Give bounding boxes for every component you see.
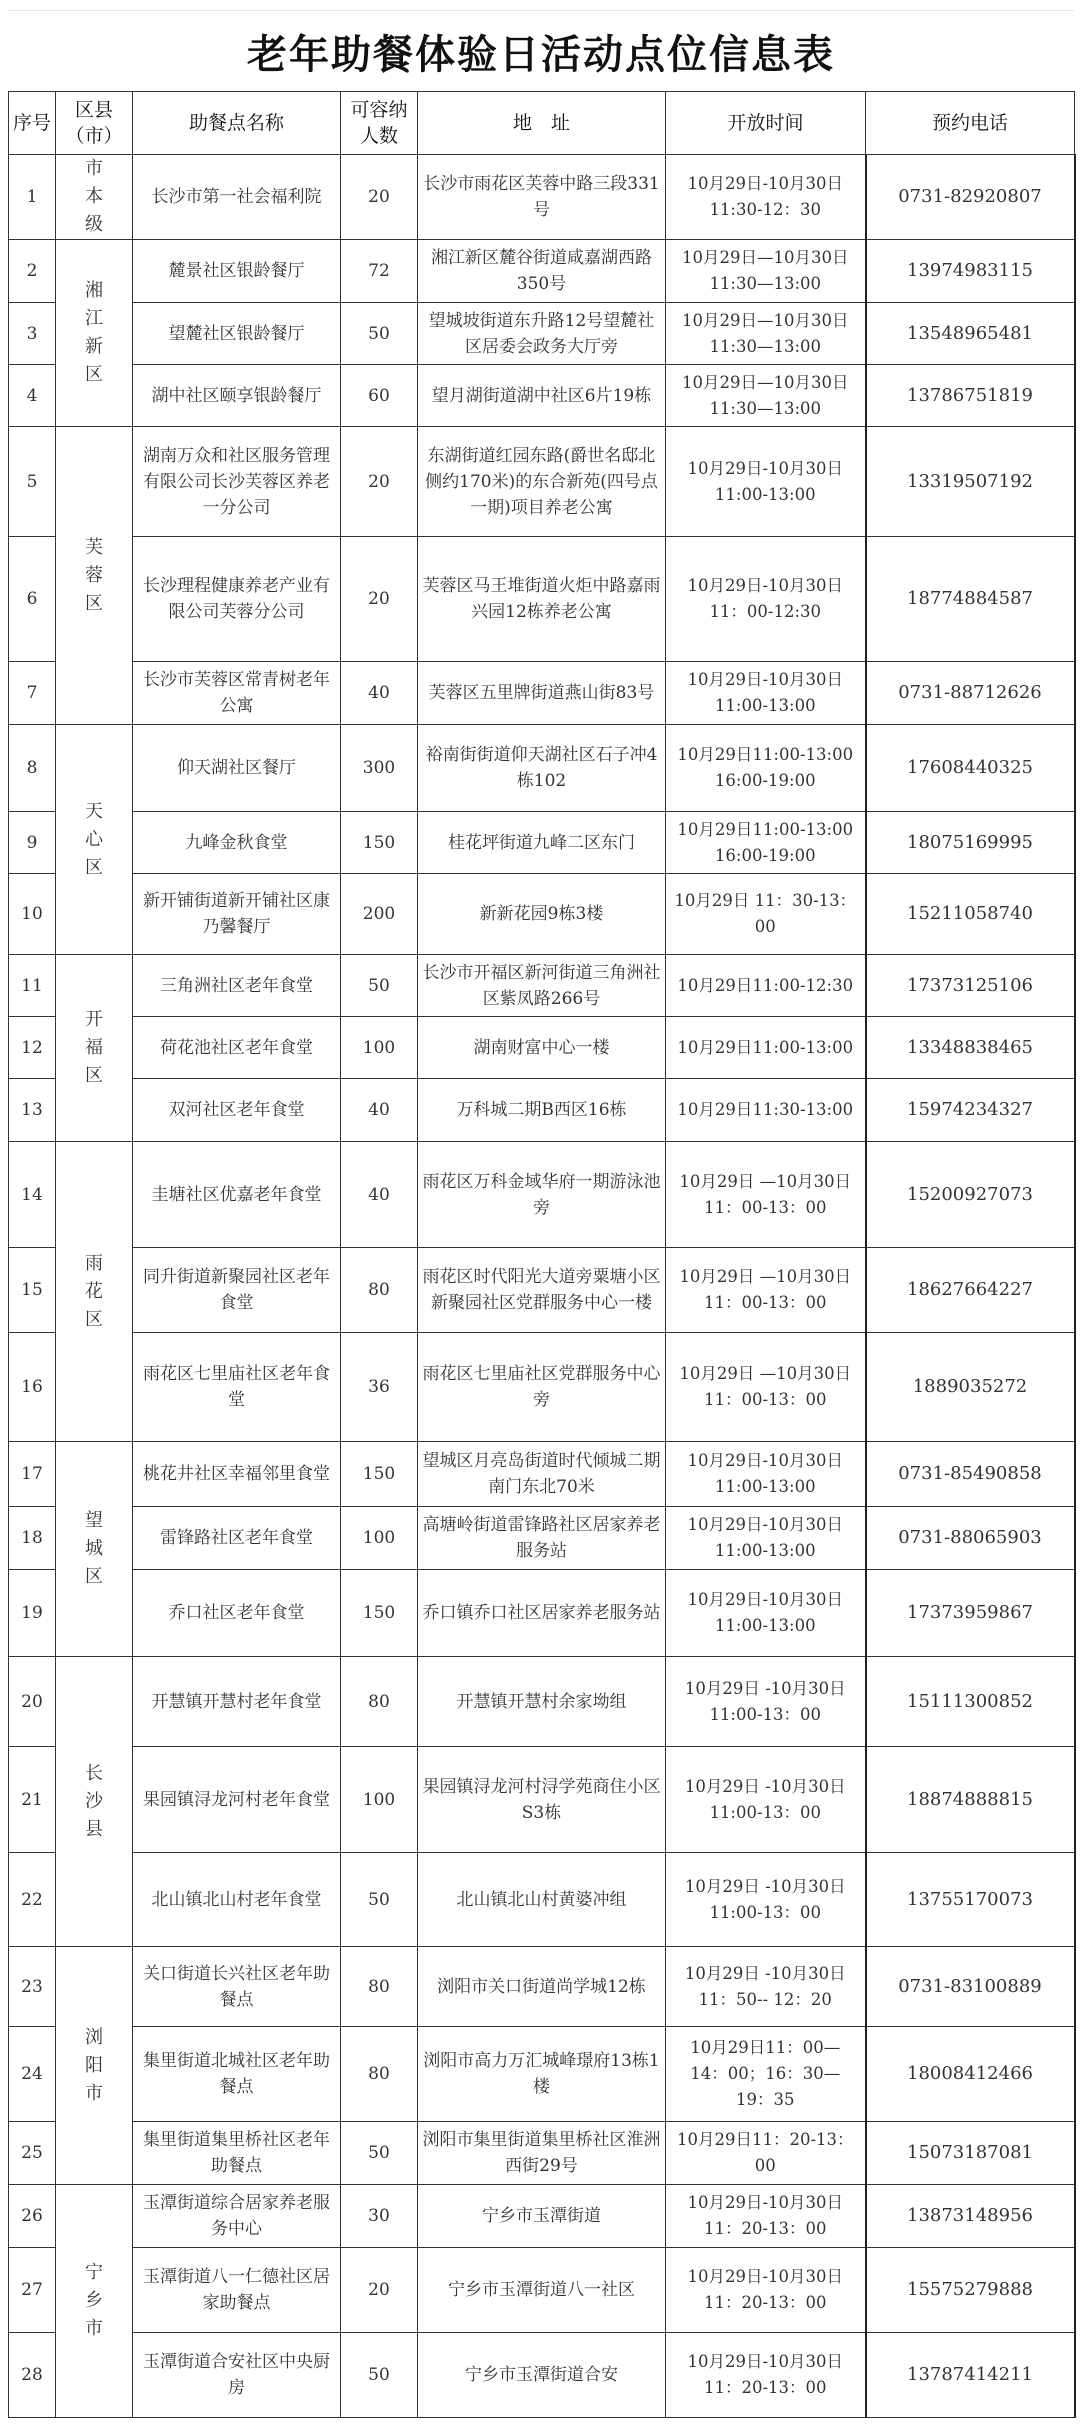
page-title: 老年助餐体验日活动点位信息表 [247, 31, 835, 78]
table-row [9, 1442, 1075, 1507]
opening-hours: 10月29日11:00-13:00 16:00-19:00 [666, 812, 866, 874]
booking-phone[interactable]: 17373959867 [866, 1570, 1075, 1657]
district-label: 长沙县 [85, 1762, 103, 1840]
capacity: 20 [341, 427, 418, 537]
district-cell [56, 1657, 133, 1947]
opening-hours: 10月29日11:30-13:00 [666, 1079, 866, 1142]
opening-hours: 10月29日-10月30日 11:00-13:00 [666, 1570, 866, 1657]
row-index: 22 [9, 1853, 56, 1947]
booking-phone[interactable]: 15974234327 [866, 1079, 1075, 1142]
address: 雨花区七里庙社区党群服务中心旁 [418, 1333, 666, 1442]
site-name: 望麓社区银龄餐厅 [133, 303, 341, 365]
table-row [9, 2027, 1075, 2122]
opening-hours: 10月29日 —10月30日 11：00-13：00 [666, 1142, 866, 1248]
opening-hours: 10月29日—10月30日 11:30—13:00 [666, 240, 866, 303]
capacity: 300 [341, 725, 418, 812]
opening-hours: 10月29日 11：30-13：00 [666, 874, 866, 955]
opening-hours: 10月29日-10月30日 11：20-13：00 [666, 2185, 866, 2248]
address: 芙蓉区五里牌街道燕山街83号 [418, 662, 666, 725]
site-name: 果园镇浔龙河村老年食堂 [133, 1747, 341, 1853]
district-cell [56, 955, 133, 1142]
info-sheet [8, 10, 1074, 2418]
table-row [9, 812, 1075, 874]
row-index: 19 [9, 1570, 56, 1657]
capacity: 150 [341, 1570, 418, 1657]
table-row [9, 1017, 1075, 1079]
district-label: 雨花区 [85, 1252, 103, 1330]
opening-hours: 10月29日-10月30日 11：00-12:30 [666, 537, 866, 662]
address: 果园镇浔龙河村浔学苑商住小区S3栋 [418, 1747, 666, 1853]
district-label: 芙蓉区 [85, 536, 103, 614]
row-index: 11 [9, 955, 56, 1017]
row-index: 15 [9, 1248, 56, 1333]
address: 新新花园9栋3楼 [418, 874, 666, 955]
booking-phone[interactable]: 17373125106 [866, 955, 1075, 1017]
table-row [9, 2185, 1075, 2248]
address: 北山镇北山村黄婆冲组 [418, 1853, 666, 1947]
address: 浏阳市高力万汇城峰璟府13栋1楼 [418, 2027, 666, 2122]
site-name: 集里街道集里桥社区老年助餐点 [133, 2122, 341, 2185]
capacity: 200 [341, 874, 418, 955]
table-row [9, 1947, 1075, 2027]
site-name: 荷花池社区老年食堂 [133, 1017, 341, 1079]
address: 宁乡市玉潭街道八一社区 [418, 2248, 666, 2333]
capacity: 30 [341, 2185, 418, 2248]
row-index: 6 [9, 537, 56, 662]
site-name: 开慧镇开慧村老年食堂 [133, 1657, 341, 1747]
capacity: 80 [341, 1657, 418, 1747]
district-cell [56, 1142, 133, 1442]
capacity: 100 [341, 1507, 418, 1570]
address: 宁乡市玉潭街道合安 [418, 2333, 666, 2418]
opening-hours: 10月29日-10月30日 11:00-13:00 [666, 1507, 866, 1570]
booking-phone[interactable]: 13348838465 [866, 1017, 1075, 1079]
site-name: 湖中社区颐享银龄餐厅 [133, 365, 341, 427]
header-hours: 开放时间 [666, 92, 866, 155]
site-name: 新开铺街道新开铺社区康乃馨餐厅 [133, 874, 341, 955]
capacity: 50 [341, 303, 418, 365]
table-row [9, 303, 1075, 365]
booking-phone[interactable]: 18008412466 [866, 2027, 1075, 2122]
table-row [9, 240, 1075, 303]
site-name: 三角洲社区老年食堂 [133, 955, 341, 1017]
site-name: 玉潭街道合安社区中央厨房 [133, 2333, 341, 2418]
row-index: 5 [9, 427, 56, 537]
title-box [8, 10, 1074, 91]
address: 裕南街街道仰天湖社区石子冲4栋102 [418, 725, 666, 812]
opening-hours: 10月29日-10月30日 11:30-12：30 [666, 155, 866, 240]
address: 长沙市开福区新河街道三角洲社区紫凤路266号 [418, 955, 666, 1017]
opening-hours: 10月29日11：00— 14：00；16：30— 19：35 [666, 2027, 866, 2122]
booking-phone[interactable]: 13548965481 [866, 303, 1075, 365]
row-index: 1 [9, 155, 56, 240]
booking-phone[interactable]: 0731-85490858 [866, 1442, 1075, 1507]
row-index: 9 [9, 812, 56, 874]
header-address: 地 址 [418, 92, 666, 155]
district-label: 湘江新区 [85, 280, 103, 385]
site-name: 长沙市第一社会福利院 [133, 155, 341, 240]
site-name: 玉潭街道综合居家养老服务中心 [133, 2185, 341, 2248]
row-index: 7 [9, 662, 56, 725]
header-row [9, 92, 1075, 155]
row-index: 20 [9, 1657, 56, 1747]
address: 湖南财富中心一楼 [418, 1017, 666, 1079]
capacity: 60 [341, 365, 418, 427]
header-name: 助餐点名称 [133, 92, 341, 155]
booking-phone[interactable]: 15575279888 [866, 2248, 1075, 2333]
header-capacity: 可容纳人数 [341, 92, 418, 155]
capacity: 80 [341, 1248, 418, 1333]
district-cell [56, 2185, 133, 2418]
opening-hours: 10月29日11：20-13：00 [666, 2122, 866, 2185]
site-name: 集里街道北城社区老年助餐点 [133, 2027, 341, 2122]
district-label: 望城区 [85, 1510, 103, 1587]
site-name: 雨花区七里庙社区老年食堂 [133, 1333, 341, 1442]
site-name: 长沙市芙蓉区常青树老年公寓 [133, 662, 341, 725]
opening-hours: 10月29日11:00-13:00 [666, 1017, 866, 1079]
address: 浏阳市集里街道集里桥社区淮洲西街29号 [418, 2122, 666, 2185]
district-cell [56, 1442, 133, 1657]
opening-hours: 10月29日-10月30日 11:00-13:00 [666, 662, 866, 725]
opening-hours: 10月29日 —10月30日 11：00-13：00 [666, 1333, 866, 1442]
capacity: 20 [341, 155, 418, 240]
capacity: 50 [341, 1853, 418, 1947]
header-index: 序号 [9, 92, 56, 155]
row-index: 13 [9, 1079, 56, 1142]
row-index: 23 [9, 1947, 56, 2027]
row-index: 17 [9, 1442, 56, 1507]
opening-hours: 10月29日11:00-13:00 16:00-19:00 [666, 725, 866, 812]
site-name: 麓景社区银龄餐厅 [133, 240, 341, 303]
table-row [9, 1657, 1075, 1747]
booking-phone[interactable]: 0731-88065903 [866, 1507, 1075, 1570]
row-index: 8 [9, 725, 56, 812]
booking-phone[interactable]: 13787414211 [866, 2333, 1075, 2418]
row-index: 24 [9, 2027, 56, 2122]
booking-phone[interactable]: 0731-82920807 [866, 155, 1075, 240]
table-row [9, 955, 1075, 1017]
row-index: 12 [9, 1017, 56, 1079]
opening-hours: 10月29日-10月30日 11:00-13:00 [666, 1442, 866, 1507]
row-index: 26 [9, 2185, 56, 2248]
row-index: 16 [9, 1333, 56, 1442]
capacity: 80 [341, 1947, 418, 2027]
site-name: 仰天湖社区餐厅 [133, 725, 341, 812]
address: 宁乡市玉潭街道 [418, 2185, 666, 2248]
booking-phone[interactable]: 13786751819 [866, 365, 1075, 427]
opening-hours: 10月29日 —10月30日 11：00-13：00 [666, 1248, 866, 1333]
district-cell [56, 155, 133, 240]
table-row [9, 1570, 1075, 1657]
site-name: 湖南万众和社区服务管理有限公司长沙芙蓉区养老一分公司 [133, 427, 341, 537]
address: 东湖街道红园东路(爵世名邸北侧约170米)的东合新苑(四号点一期)项目养老公寓 [418, 427, 666, 537]
district-label: 市本级 [85, 158, 103, 235]
site-name: 北山镇北山村老年食堂 [133, 1853, 341, 1947]
table-row [9, 874, 1075, 955]
district-cell [56, 427, 133, 725]
table-row [9, 2333, 1075, 2418]
table-row [9, 1333, 1075, 1442]
capacity: 36 [341, 1333, 418, 1442]
capacity: 150 [341, 812, 418, 874]
booking-phone[interactable]: 13755170073 [866, 1853, 1075, 1947]
site-name: 乔口社区老年食堂 [133, 1570, 341, 1657]
row-index: 28 [9, 2333, 56, 2418]
capacity: 50 [341, 2122, 418, 2185]
opening-hours: 10月29日 -10月30日11：50-- 12：20 [666, 1947, 866, 2027]
capacity: 40 [341, 662, 418, 725]
district-cell [56, 725, 133, 955]
booking-phone[interactable]: 13873148956 [866, 2185, 1075, 2248]
table-row [9, 1507, 1075, 1570]
table-row [9, 155, 1075, 240]
capacity: 72 [341, 240, 418, 303]
capacity: 20 [341, 537, 418, 662]
table-body [9, 155, 1075, 2418]
site-name: 玉潭街道八一仁德社区居家助餐点 [133, 2248, 341, 2333]
site-name: 双河社区老年食堂 [133, 1079, 341, 1142]
site-name: 雷锋路社区老年食堂 [133, 1507, 341, 1570]
capacity: 20 [341, 2248, 418, 2333]
table-row [9, 1747, 1075, 1853]
row-index: 3 [9, 303, 56, 365]
capacity: 50 [341, 2333, 418, 2418]
address: 浏阳市关口街道尚学城12栋 [418, 1947, 666, 2027]
booking-phone[interactable]: 18075169995 [866, 812, 1075, 874]
opening-hours: 10月29日-10月30日 11：20-13：00 [666, 2248, 866, 2333]
booking-phone[interactable]: 18874888815 [866, 1747, 1075, 1853]
district-label: 宁乡市 [85, 2262, 103, 2339]
capacity: 40 [341, 1142, 418, 1248]
opening-hours: 10月29日 -10月30日 11:00-13：00 [666, 1657, 866, 1747]
site-name: 关口街道长兴社区老年助餐点 [133, 1947, 341, 2027]
booking-phone[interactable]: 18627664227 [866, 1248, 1075, 1333]
table-row [9, 365, 1075, 427]
header-phone: 预约电话 [866, 92, 1075, 155]
address: 桂花坪街道九峰二区东门 [418, 812, 666, 874]
booking-phone[interactable]: 15111300852 [866, 1657, 1075, 1747]
address: 雨花区万科金域华府一期游泳池旁 [418, 1142, 666, 1248]
row-index: 18 [9, 1507, 56, 1570]
booking-phone[interactable]: 1889035272 [866, 1333, 1075, 1442]
address: 望月湖街道湖中社区6片19栋 [418, 365, 666, 427]
row-index: 2 [9, 240, 56, 303]
address: 望城坡街道东升路12号望麓社区居委会政务大厅旁 [418, 303, 666, 365]
booking-phone[interactable]: 13974983115 [866, 240, 1075, 303]
capacity: 100 [341, 1017, 418, 1079]
capacity: 50 [341, 955, 418, 1017]
table-row [9, 2122, 1075, 2185]
table-row [9, 537, 1075, 662]
district-label: 浏阳市 [85, 2026, 103, 2104]
district-label: 开福区 [85, 1009, 103, 1086]
address: 高塘岭街道雷锋路社区居家养老服务站 [418, 1507, 666, 1570]
row-index: 21 [9, 1747, 56, 1853]
site-name: 长沙理程健康养老产业有限公司芙蓉分公司 [133, 537, 341, 662]
address: 长沙市雨花区芙蓉中路三段331号 [418, 155, 666, 240]
opening-hours: 10月29日—10月30日 11:30—13:00 [666, 365, 866, 427]
address: 望城区月亮岛街道时代倾城二期南门东北70米 [418, 1442, 666, 1507]
capacity: 80 [341, 2027, 418, 2122]
row-index: 4 [9, 365, 56, 427]
capacity: 100 [341, 1747, 418, 1853]
site-name: 圭塘社区优嘉老年食堂 [133, 1142, 341, 1248]
opening-hours: 10月29日—10月30日 11:30—13:00 [666, 303, 866, 365]
table-row [9, 1142, 1075, 1248]
booking-phone[interactable]: 15211058740 [866, 874, 1075, 955]
address: 开慧镇开慧村余家坳组 [418, 1657, 666, 1747]
address: 万科城二期B西区16栋 [418, 1079, 666, 1142]
address: 雨花区时代阳光大道旁粟塘小区新聚园社区党群服务中心一楼 [418, 1248, 666, 1333]
booking-phone[interactable]: 0731-88712626 [866, 662, 1075, 725]
table-row [9, 427, 1075, 537]
table-row [9, 662, 1075, 725]
address: 湘江新区麓谷街道咸嘉湖西路350号 [418, 240, 666, 303]
booking-phone[interactable]: 15073187081 [866, 2122, 1075, 2185]
address: 乔口镇乔口社区居家养老服务站 [418, 1570, 666, 1657]
site-name: 同升街道新聚园社区老年食堂 [133, 1248, 341, 1333]
site-name: 桃花井社区幸福邻里食堂 [133, 1442, 341, 1507]
row-index: 27 [9, 2248, 56, 2333]
site-name: 九峰金秋食堂 [133, 812, 341, 874]
row-index: 25 [9, 2122, 56, 2185]
table-row [9, 1248, 1075, 1333]
opening-hours: 10月29日 -10月30日 11:00-13：00 [666, 1747, 866, 1853]
address: 芙蓉区马王堆街道火炬中路嘉雨兴园12栋养老公寓 [418, 537, 666, 662]
opening-hours: 10月29日11:00-12:30 [666, 955, 866, 1017]
booking-phone[interactable]: 18774884587 [866, 537, 1075, 662]
capacity: 150 [341, 1442, 418, 1507]
opening-hours: 10月29日 -10月30日 11:00-13：00 [666, 1853, 866, 1947]
capacity: 40 [341, 1079, 418, 1142]
booking-phone[interactable]: 0731-83100889 [866, 1947, 1075, 2027]
meal-sites-table [8, 91, 1076, 2418]
row-index: 10 [9, 874, 56, 955]
booking-phone[interactable]: 15200927073 [866, 1142, 1075, 1248]
booking-phone[interactable]: 17608440325 [866, 725, 1075, 812]
booking-phone[interactable]: 13319507192 [866, 427, 1075, 537]
table-row [9, 2248, 1075, 2333]
row-index: 14 [9, 1142, 56, 1248]
opening-hours: 10月29日-10月30日 11：20-13：00 [666, 2333, 866, 2418]
header-district: 区县（市） [56, 92, 133, 155]
table-row [9, 1079, 1075, 1142]
table-row [9, 1853, 1075, 1947]
district-cell [56, 240, 133, 427]
opening-hours: 10月29日-10月30日 11:00-13:00 [666, 427, 866, 537]
district-label: 天心区 [85, 800, 103, 878]
district-cell [56, 1947, 133, 2185]
table-row [9, 725, 1075, 812]
